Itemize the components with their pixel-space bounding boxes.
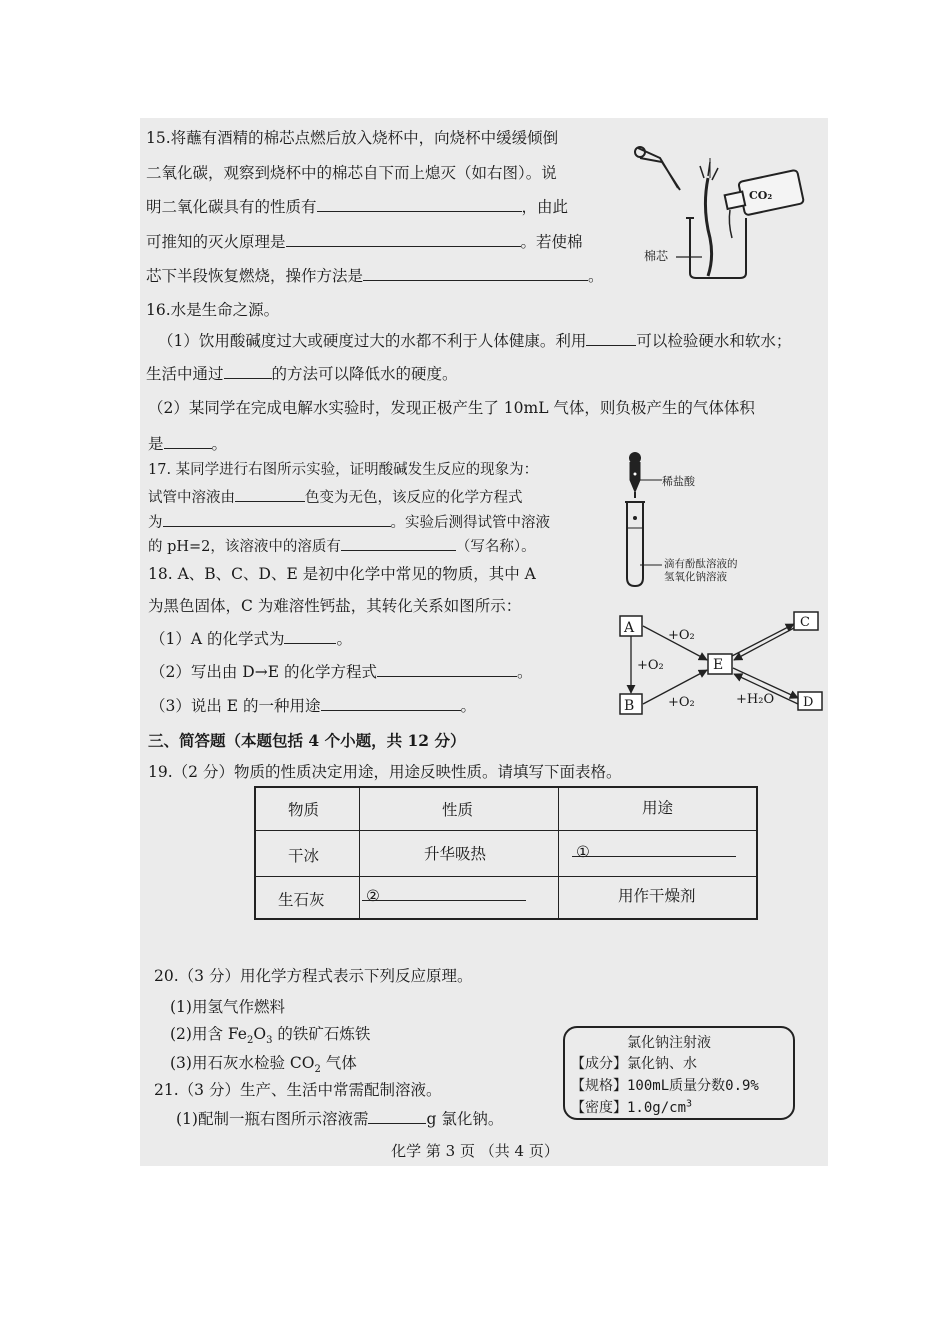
answer-blank[interactable] bbox=[377, 662, 517, 677]
q15-line5 bbox=[146, 266, 604, 286]
q20-item1: (1)用氢气作燃料 bbox=[170, 998, 285, 1016]
label-o2-ae: +O₂ bbox=[668, 628, 695, 643]
q20-item2-e: 的铁矿石炼铁 bbox=[272, 1025, 371, 1043]
answer-blank[interactable] bbox=[164, 434, 212, 449]
q20-item2-sub1: 2 bbox=[246, 1035, 254, 1047]
q18-p1 bbox=[150, 629, 352, 649]
table-header: 用途 bbox=[642, 799, 674, 817]
q20-item2 bbox=[170, 1024, 370, 1051]
q20-item2-sub2: 3 bbox=[266, 1035, 273, 1047]
q20-item3 bbox=[170, 1053, 357, 1080]
table-cell: 用作干燥剂 bbox=[618, 887, 696, 905]
q18-p1-text: （1）A 的化学式为 bbox=[150, 630, 285, 648]
solution-label-line1: 滴有酚酞溶液的 bbox=[664, 558, 738, 570]
node-E: E bbox=[713, 657, 724, 673]
table-cell: 干冰 bbox=[288, 847, 320, 865]
answer-marker-2: ② bbox=[366, 887, 380, 905]
q15-line5-tail: 。 bbox=[588, 267, 604, 285]
q19-title: 19.（2 分）物质的性质决定用途，用途反映性质。请填写下面表格。 bbox=[148, 763, 622, 781]
answer-blank[interactable] bbox=[341, 536, 456, 551]
q20-item3-a: (3)用石灰水检验 CO bbox=[170, 1054, 315, 1072]
node-A: A bbox=[624, 620, 635, 636]
q21-title: 21.（3 分）生产、生活中常需配制溶液。 bbox=[154, 1081, 442, 1099]
answer-blank[interactable] bbox=[368, 1109, 426, 1124]
q17-line3 bbox=[148, 512, 550, 533]
q18-p2 bbox=[150, 662, 532, 682]
q20-title: 20.（3 分）用化学方程式表示下列反应原理。 bbox=[154, 967, 473, 985]
answer-blank[interactable] bbox=[572, 842, 736, 857]
solution-label bbox=[664, 558, 738, 584]
q16-p1-text: （1）饮用酸碱度过大或硬度过大的水都不利于人体健康。利用 bbox=[158, 332, 587, 350]
answer-blank[interactable] bbox=[363, 266, 588, 281]
q15-line4 bbox=[146, 232, 583, 252]
q15-line5-text: 芯下半段恢复燃烧，操作方法是 bbox=[146, 267, 364, 285]
q18-line2: 为黑色固体，C 为难溶性钙盐，其转化关系如图所示： bbox=[148, 597, 522, 615]
q16-p1-cont bbox=[146, 364, 458, 384]
q17-line2-tail: 色变为无色，该反应的化学方程式 bbox=[305, 490, 523, 506]
solution-label-line2: 氢氧化钠溶液 bbox=[664, 571, 727, 583]
answer-marker-1: ① bbox=[576, 843, 590, 861]
label-title: 氯化钠注射液 bbox=[627, 1035, 711, 1051]
q21-p1 bbox=[176, 1109, 503, 1129]
saline-label bbox=[563, 1026, 795, 1120]
q15-line4-text: 可推知的灭火原理是 bbox=[146, 233, 286, 251]
q16-p1-cont-text: 生活中通过 bbox=[146, 365, 224, 383]
answer-blank[interactable] bbox=[362, 886, 526, 901]
label-density bbox=[571, 1097, 692, 1117]
q20-item2-a: (2)用含 Fe bbox=[170, 1025, 247, 1043]
table-cell-answer[interactable] bbox=[366, 886, 526, 905]
q18-p3-text: （3）说出 E 的一种用途 bbox=[150, 697, 321, 715]
label-density-sup: 3 bbox=[686, 1098, 693, 1110]
q16-title: 16.水是生命之源。 bbox=[146, 301, 280, 319]
q15-line4-tail: 。若使棉 bbox=[520, 233, 583, 251]
label-o2-be: +O₂ bbox=[668, 695, 695, 710]
q17-line4-text: 的 pH=2，该溶液中的溶质有 bbox=[148, 539, 341, 555]
q17-line4 bbox=[148, 536, 536, 557]
wick-label: 棉芯 bbox=[644, 249, 669, 263]
table-header: 性质 bbox=[442, 801, 474, 819]
q16-p1-tail: 可以检验硬水和软水； bbox=[636, 332, 792, 350]
q17-line3-tail: 。实验后测得试管中溶液 bbox=[390, 515, 550, 531]
q18-p2-tail: 。 bbox=[516, 663, 533, 681]
q18-line1: 18. A、B、C、D、E 是初中化学中常见的物质，其中 A bbox=[148, 565, 536, 583]
answer-blank[interactable] bbox=[586, 331, 636, 346]
label-h2o: +H₂O bbox=[736, 692, 775, 707]
label-composition: 【成分】氯化钠、水 bbox=[571, 1056, 697, 1072]
q15-line1: 15.将蘸有酒精的棉芯点燃后放入烧杯中，向烧杯中缓缓倾倒 bbox=[146, 129, 559, 147]
label-density-text: 【密度】1.0g/cm bbox=[571, 1100, 687, 1116]
node-B: B bbox=[624, 698, 635, 714]
page-footer: 化学 第 3 页 （共 4 页） bbox=[391, 1142, 559, 1160]
section-3-heading: 三、简答题（本题包括 4 个小题，共 12 分） bbox=[148, 731, 466, 750]
q16-p2-cont bbox=[148, 434, 227, 454]
answer-blank[interactable] bbox=[284, 629, 336, 644]
label-spec: 【规格】100mL质量分数0.9% bbox=[571, 1078, 759, 1094]
q17-line3-text: 为 bbox=[148, 515, 163, 531]
q15-line3 bbox=[146, 197, 568, 217]
label-o2-ab: +O₂ bbox=[637, 658, 664, 673]
q15-line3-text: 明二氧化碳具有的性质有 bbox=[146, 198, 317, 216]
q16-p2-cont-tail: 。 bbox=[211, 435, 228, 453]
q21-p1-text: (1)配制一瓶右图所示溶液需 bbox=[176, 1110, 369, 1128]
q15-line2: 二氧化碳，观察到烧杯中的棉芯自下而上熄灭（如右图）。说 bbox=[146, 164, 557, 182]
q18-p2-text: （2）写出由 D→E 的化学方程式 bbox=[150, 663, 377, 681]
q19-table bbox=[254, 786, 758, 920]
q16-p2-cont-text: 是 bbox=[148, 435, 164, 453]
answer-blank[interactable] bbox=[321, 696, 461, 711]
table-cell: 生石灰 bbox=[278, 891, 325, 909]
answer-blank[interactable] bbox=[224, 364, 272, 379]
table-cell: 升华吸热 bbox=[424, 845, 487, 863]
q17-line2-text: 试管中溶液由 bbox=[148, 490, 235, 506]
node-C: C bbox=[800, 615, 810, 630]
q17-line4-tail: （写名称）。 bbox=[455, 539, 536, 555]
table-header: 物质 bbox=[288, 801, 320, 819]
node-D: D bbox=[803, 695, 814, 710]
co2-label: CO₂ bbox=[749, 189, 773, 202]
q17-line2 bbox=[148, 487, 523, 508]
q16-p1-cont-tail: 的方法可以降低水的硬度。 bbox=[271, 365, 458, 383]
q20-item3-sub: 2 bbox=[314, 1064, 321, 1076]
answer-blank[interactable] bbox=[286, 232, 521, 247]
q18-p3 bbox=[150, 696, 476, 716]
acid-label: 稀盐酸 bbox=[662, 475, 695, 488]
answer-blank[interactable] bbox=[163, 512, 391, 527]
answer-blank[interactable] bbox=[317, 197, 522, 212]
q20-item3-c: 气体 bbox=[320, 1054, 357, 1072]
answer-blank[interactable] bbox=[235, 487, 305, 502]
q18-p1-tail: 。 bbox=[336, 630, 352, 648]
q16-p2: （2）某同学在完成电解水实验时，发现正极产生了 10mL 气体，则负极产生的气体体积 bbox=[148, 399, 755, 417]
q20-item2-c: O bbox=[253, 1025, 267, 1043]
q16-p1 bbox=[158, 331, 791, 351]
q18-p3-tail: 。 bbox=[460, 697, 477, 715]
table-cell-answer[interactable] bbox=[576, 842, 736, 861]
q17-line1: 17. 某同学进行右图所示实验，证明酸碱发生反应的现象为： bbox=[148, 462, 539, 478]
q15-line3-tail: ，由此 bbox=[521, 198, 569, 216]
q21-p1-tail: g 氯化钠。 bbox=[426, 1110, 504, 1128]
